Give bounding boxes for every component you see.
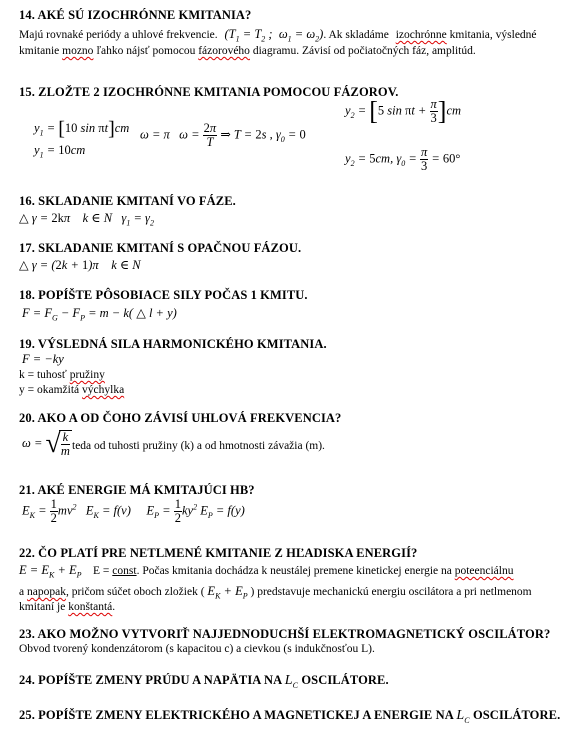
q19-y-line: [19, 384, 124, 396]
q15-fraction: $\frac{\pi}{3}$: [420, 145, 428, 174]
q15-y2-def: $y_2 = [5$ sin πt + $\frac{\pi}{3}$ ]cm: [345, 96, 462, 126]
q22-text: kmitaní je: [19, 601, 66, 613]
q25-text: 25. POPÍŠTE ZMENY ELEKTRICKÉHO A MAGNETICKEJ A ENERGIE NA: [19, 708, 454, 722]
q22-line1: [19, 563, 514, 580]
q22-spell: konštantá: [68, 601, 113, 613]
q14-formula: ($T_1 = T_2$ ; $\omega_1 = \omega_2$): [224, 27, 324, 44]
q21-title: 21. AKÉ ENERGIE MÁ KMITAJÚCI HB?: [19, 483, 255, 497]
q20-formula: ω = √ $\frac{k}{m}$: [22, 428, 70, 460]
q14-spell: izochrónne: [395, 29, 447, 41]
q18-title: 18. POPÍŠTE PÔSOBIACE SILY POČAS 1 KMITU.: [19, 288, 308, 302]
q24-title: [19, 673, 389, 690]
q19-spell: výchylka: [82, 384, 125, 396]
q16-title: 16. SKLADANIE KMITANÍ VO FÁZE.: [19, 194, 236, 208]
q19-k-line: [19, 369, 105, 381]
q15-fraction: $\frac{\pi}{3}$: [430, 97, 437, 126]
q19-text: y = okamžitá: [19, 384, 80, 396]
q22-text: a: [19, 586, 25, 598]
q15-y1-def: $y_1 = [10$ sin πt]cm: [34, 118, 130, 140]
q19-text: k = tuhosť: [19, 369, 67, 381]
q22-spell: napopak: [26, 586, 66, 598]
q22-spell: poteenciálnu: [454, 565, 514, 577]
q22-line3: [19, 601, 115, 613]
q22-text: E =: [93, 565, 110, 577]
q21-fraction: $\frac{1}{2}$: [174, 497, 181, 526]
q22-underline: const: [112, 565, 137, 577]
q20-text: teda od tuhosti pružiny (k) a od hmotnosti závažia (m).: [72, 440, 325, 452]
q21-fraction: $\frac{1}{2}$: [50, 497, 57, 526]
q22-formula: $E = E_K + E_P$: [19, 563, 82, 580]
q14-line1: [19, 27, 537, 44]
q15-fraction: $\frac{2\pi}{T}$: [203, 121, 217, 150]
q14-text: . Ak skladáme: [323, 29, 389, 41]
q19-formula: F = −ky: [22, 352, 64, 366]
q14-text: diagramu. Závisí od počiatočných fáz, amplitúd.: [252, 45, 476, 57]
q14-text: kmitanie: [19, 45, 60, 57]
q14-spell: fázorového: [198, 45, 250, 57]
q17-formula: △ γ = (2k + 1)π k ∈ N: [19, 258, 141, 272]
q22-formula-inline: $E_K + E_P$: [207, 584, 248, 601]
q24-lc: $L_C$: [284, 673, 299, 690]
q22-title: 22. ČO PLATÍ PRE NETLMENÉ KMITANIE Z HĽADISKA ENERGIÍ?: [19, 546, 418, 560]
q22-text: . Počas kmitania dochádza k neustálej premene kinetickej energie na: [136, 565, 452, 577]
q14-text: Majú rovnaké periódy a uhlové frekvencie.: [19, 29, 218, 41]
q24-text: 24. POPÍŠTE ZMENY PRÚDU A NAPÄTIA NA: [19, 673, 282, 687]
q23-title: 23. AKO MOŽNO VYTVORIŤ NAJJEDNODUCHŠÍ ELEKTROMAGNETICKÝ OSCILÁTOR?: [19, 627, 551, 641]
q15-title: 15. ZLOŽTE 2 IZOCHRÓNNE KMITANIA POMOCOU FÁZOROV.: [19, 85, 399, 99]
q18-formula: $F = F_G - F_P = m - k$( △ l + y): [22, 306, 177, 323]
q20-title: 20. AKO A OD ČOHO ZÁVISÍ UHLOVÁ FREKVENCIA?: [19, 411, 342, 425]
q14-line2: [19, 45, 476, 57]
q25-title: [19, 708, 560, 725]
q15-omega: ω = π ω = $\frac{2\pi}{T}$ ⇒ T = 2s , $\gamma_0 = 0$: [140, 121, 306, 150]
q21-formula: $E_K$ = $\frac{1}{2}$ $mv^2$ $E_K = f(v)$ $E_P$ = $\frac{1}{2}$ $ky^2$ $E_P = f(y)$: [22, 497, 245, 526]
q23-text: Obvod tvorený kondenzátorom (s kapacitou c) a cievkou (s indukčnosťou L).: [19, 643, 375, 655]
q25-lc: $L_C$: [456, 708, 470, 725]
q14-spell: mozno: [62, 45, 94, 57]
q17-title: 17. SKLADANIE KMITANÍ S OPAČNOU FÁZOU.: [19, 241, 302, 255]
q15-y1-amp: $y_1 = 10cm$: [34, 143, 86, 160]
q15-y2-amp: $y_2 = 5cm$, $\gamma_0$ = $\frac{\pi}{3}$ = 60°: [345, 145, 461, 174]
q22-text: , pričom súčet oboch zložiek (: [65, 586, 205, 598]
q14-text: kmitania, výsledné: [449, 29, 537, 41]
q22-line2: [19, 584, 532, 601]
q24-text: OSCILÁTORE.: [301, 673, 389, 687]
q14-title: 14. AKÉ SÚ IZOCHRÓNNE KMITANIA?: [19, 8, 252, 22]
q22-text: .: [112, 601, 116, 613]
q20-fraction: $\frac{k}{m}$: [60, 430, 70, 459]
q14-text: ľahko nájsť pomocou: [96, 45, 196, 57]
q19-spell: pružiny: [69, 369, 105, 381]
q19-title: 19. VÝSLEDNÁ SILA HARMONICKÉHO KMITANIA.: [19, 337, 327, 351]
q16-formula: △ γ = 2kπ k ∈ N $\gamma_1 = \gamma_2$: [19, 211, 154, 228]
q25-text: OSCILÁTORE.: [472, 708, 561, 722]
q22-text: ) predstavuje mechanickú energiu oscilátora a pri netlmenom: [250, 586, 532, 598]
